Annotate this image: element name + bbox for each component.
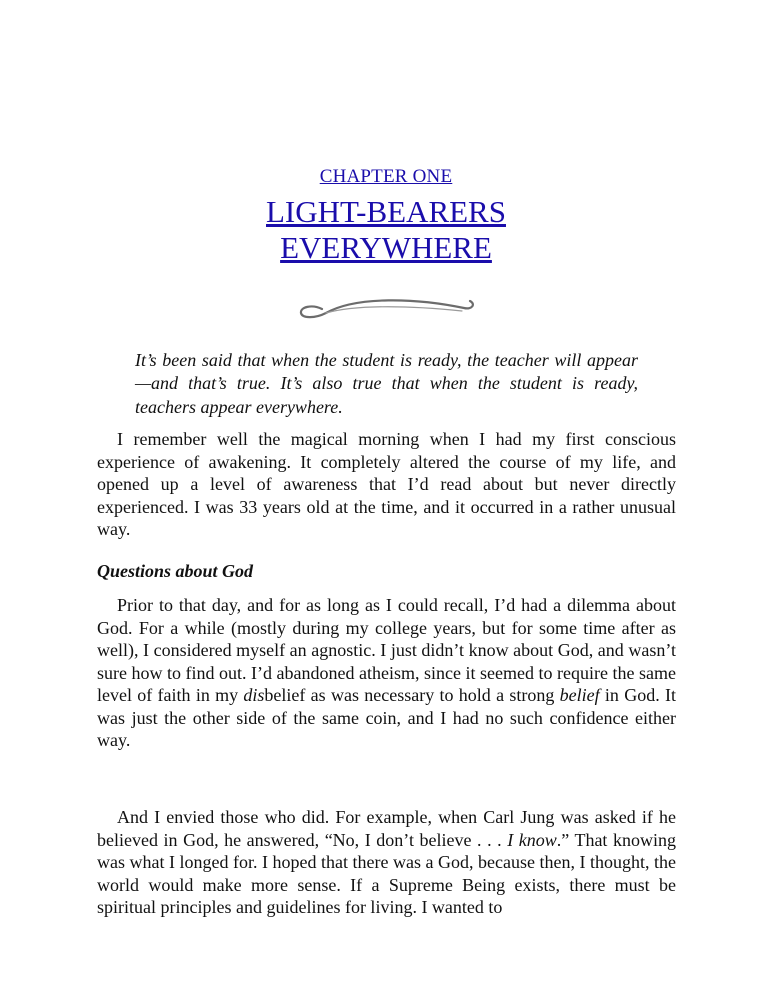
paragraph-2-text-b: belief as was necessary to hold a strong <box>264 685 560 705</box>
paragraph-2-text-a: Prior to that day, and for as long as I could recall, I’d had a dilemma about God. For a while (mostly during my college years, but for some time after as well), I considered myself an agnostic. I just didn’t know about God, and wasn’t sure how to find out. I’d abandoned atheism, since it seemed to require the same level of faith in my <box>97 595 676 705</box>
chapter-title[interactable] <box>0 194 772 266</box>
chapter-title-line-2: EVERYWHERE <box>280 230 492 265</box>
paragraph-2-emphasis-belief: belief <box>559 685 600 705</box>
swash-flourish-icon <box>296 288 480 322</box>
chapter-number[interactable]: CHAPTER ONE <box>319 166 453 187</box>
epigraph-quote: It’s been said that when the student is ready, the teacher will appear—and that’s true. It’s also true that when the student is ready, teachers appear everywhere. <box>135 350 638 417</box>
body-paragraph-2 <box>97 594 676 752</box>
paragraph-3-text-a: And I envied those who did. For example, when Carl Jung was asked if he believed in God, he answered, “No, I don’t believe . . . <box>97 807 676 850</box>
paragraph-3-text-b: .” That knowing was what I longed for. I hoped that there was a God, because then, I thought, the world would make more sense. If a Supreme Being exists, there must be spiritual principles and guidelines for living. I wanted to <box>97 829 676 917</box>
paragraph-2-text-c: in God. It was just the other side of the same coin, and I had no such confidence either way. <box>97 685 676 750</box>
paragraph-2-emphasis-dis: dis <box>243 685 265 705</box>
paragraph-3-emphasis-i-know: I know <box>507 829 557 850</box>
body-paragraph-3 <box>97 806 676 919</box>
chapter-title-line-1: LIGHT-BEARERS <box>266 194 506 229</box>
body-paragraph-1: I remember well the magical morning when I had my first conscious experience of awakening. It completely altered the course of my life, and opened up a level of awareness that I’d read about but never directly experienced. I was 33 years old at the time, and it occurred in a rather unusual way. <box>97 429 676 539</box>
section-heading: Questions about God <box>97 561 254 581</box>
